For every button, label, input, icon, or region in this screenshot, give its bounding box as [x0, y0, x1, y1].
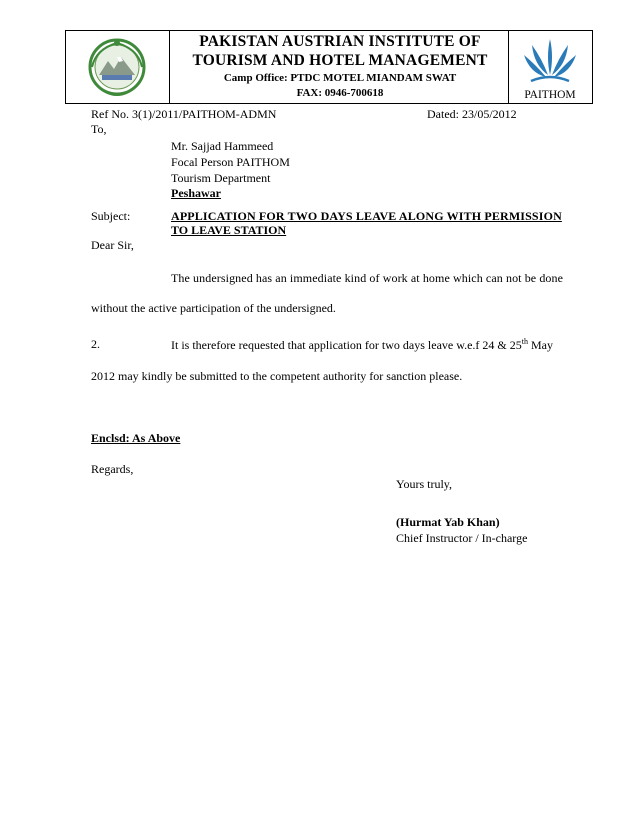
closing-yours-truly: Yours truly,	[396, 477, 453, 491]
camp-office-address: Camp Office: PTDC MOTEL MIANDAM SWAT	[223, 72, 457, 84]
brand-logo-cell	[508, 31, 592, 103]
para1-line1: The undersigned has an immediate kind of work at home which can not be done	[171, 271, 564, 285]
reference-number: Ref No. 3(1)/2011/PAITHOM-ADMN	[91, 107, 277, 121]
para2-line1-text: It is therefore requested that application for two days leave w.e.f 24 & 25	[171, 338, 522, 352]
signatory-designation: Chief Instructor / In-charge	[396, 531, 528, 545]
para2-line1	[171, 337, 553, 353]
institute-title-line2: TOURISM AND HOTEL MANAGEMENT	[192, 52, 488, 69]
recipient-name: Mr. Sajjad Hammeed	[171, 139, 274, 153]
para2-number: 2.	[91, 337, 100, 351]
fax-number: FAX: 0946-700618	[296, 87, 384, 99]
subject-label: Subject:	[91, 209, 131, 223]
signatory-name: (Hurmat Yab Khan)	[396, 515, 500, 529]
emblem-logo-icon	[66, 31, 168, 103]
recipient-title: Focal Person PAITHOM	[171, 155, 290, 169]
letterhead	[65, 30, 593, 104]
letter-date: Dated: 23/05/2012	[427, 107, 517, 121]
para2-line1-month: May	[531, 338, 553, 352]
paithom-logo-icon	[509, 31, 591, 89]
to-label: To,	[91, 122, 107, 136]
subject-line2: TO LEAVE STATION	[171, 223, 287, 237]
para2-superscript: th	[521, 337, 528, 346]
para2-line2: 2012 may kindly be submitted to the competent authority for sanction please.	[91, 369, 463, 383]
subject-line1: APPLICATION FOR TWO DAYS LEAVE ALONG WITH PERMISSION	[171, 209, 562, 223]
institute-title-line1: PAKISTAN AUSTRIAN INSTITUTE OF	[199, 33, 481, 50]
emblem-cell	[66, 31, 170, 103]
salutation: Dear Sir,	[91, 238, 134, 252]
recipient-city: Peshawar	[171, 186, 221, 200]
brand-name: PAITHOM	[524, 89, 576, 101]
recipient-department: Tourism Department	[171, 171, 271, 185]
para1-line2: without the active participation of the undersigned.	[91, 301, 336, 315]
enclosure-note: Enclsd: As Above	[91, 431, 181, 445]
regards: Regards,	[91, 462, 134, 476]
